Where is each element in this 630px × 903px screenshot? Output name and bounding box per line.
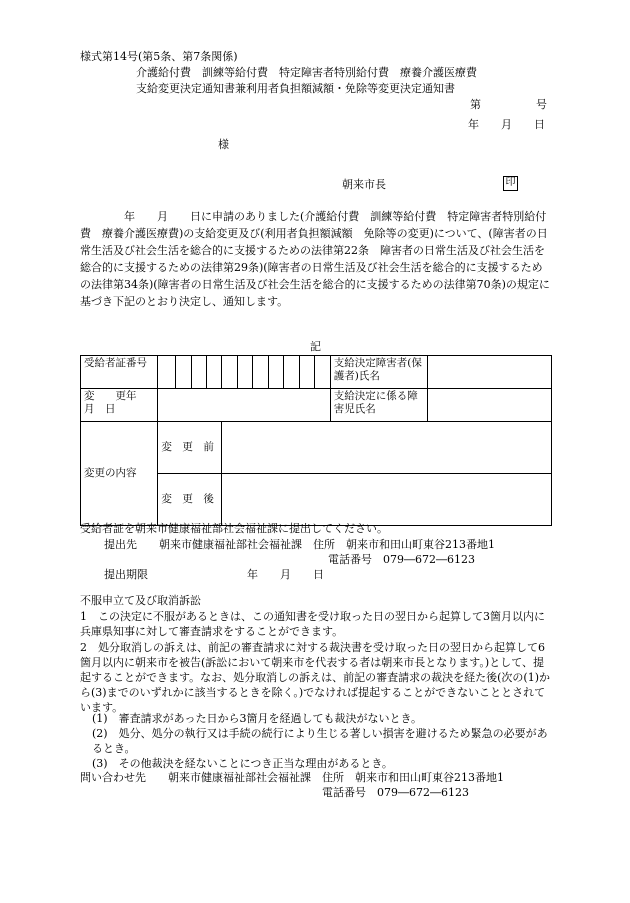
before-field[interactable] <box>222 422 552 474</box>
appeal-heading: 不服申立て及び取消訴訟 <box>80 594 201 607</box>
recipient-no-digit[interactable] <box>284 356 299 389</box>
body-paragraph: 年 月 日に申請のありました(介護給付費 訓練等給付費 特定障害者特別給付費 療養介護医療費)の支給変更及び(利用者負担額減額 免除等の変更)について、(障害者の日常生活及び社会生活を総合的に支援するための法律第22条 障害者の日常生活及び社会生活を総合的に支援するための法律第29条)(障害者の日常生活及び社会生活を総合的に支援するための法律第34条)(障害者の日常生活及び社会生活を総合的に支援するための法律第70条)の規定に基づき下記のとおり決定し、通知します。 <box>80 210 550 308</box>
recipient-no-digit[interactable] <box>237 356 252 389</box>
appeal-item-2-1: (1) 審査請求があった日から3箇月を経過しても裁決がないとき。 <box>92 712 423 725</box>
recipient-no-digit[interactable] <box>253 356 268 389</box>
after-label: 変 更 後 <box>158 474 222 526</box>
guardian-name-label: 支給決定障害者(保護者)氏名 <box>330 356 427 389</box>
inquiry: 問い合わせ先 朝来市健康福祉部社会福祉課 住所 朝来市和田山町東谷213番地1 <box>80 771 504 784</box>
submit-deadline: 提出期限 年 月 日 <box>104 568 324 581</box>
recipient-no-digit[interactable] <box>222 356 237 389</box>
submit-note: 受給者証を朝来市健康福祉部社会福祉課に提出してください。 <box>80 522 388 535</box>
recipient-no-label: 受給者証番号 <box>81 356 158 389</box>
after-field[interactable] <box>222 474 552 526</box>
recipient-no-digit[interactable] <box>176 356 191 389</box>
change-date-field[interactable] <box>158 389 330 422</box>
recipient-no-digit[interactable] <box>315 356 330 389</box>
submit-phone: 電話番号 079―672―6123 <box>328 553 475 566</box>
appeal-item-1: 1 この決定に不服があるときは、この通知書を受け取った日の翌日から起算して3箇月以内に兵庫県知事に対して審査請求をすることができます。 <box>80 610 545 638</box>
guardian-name-field[interactable] <box>428 356 552 389</box>
appeal-item-2-2: (2) 処分、処分の執行又は手続の続行により生じる著しい損害を避けるため緊急の必要があるとき。 <box>92 727 548 755</box>
sender-name: 朝来市長 <box>342 178 386 191</box>
recipient-no-digit[interactable] <box>191 356 206 389</box>
change-content-label: 変更の内容 <box>81 422 158 526</box>
recipient-no-digit[interactable] <box>268 356 283 389</box>
recipient-no-digit[interactable] <box>299 356 314 389</box>
appeal-item-2: 2 処分取消しの訴えは、前記の審査請求に対する裁決書を受け取った日の翌日から起算して6箇月以内に朝来市を被告(訴訟において朝来市を代表する者は朝来市長となります。)として、提起することができます。なお、処分取消しの訴えは、前記の審査請求の裁決を経た後(次の(1)から(3)までのいずれかに該当するときを除く。)でなければ提起することができないこととされています。 <box>80 641 550 714</box>
record-table <box>80 355 552 526</box>
ki-heading: 記 <box>310 340 321 353</box>
before-label: 変 更 前 <box>158 422 222 474</box>
change-date-label: 変 更年 月 日 <box>81 389 158 422</box>
submit-to: 提出先 朝来市健康福祉部社会福祉課 住所 朝来市和田山町東谷213番地1 <box>104 538 495 551</box>
seal-mark: 印 <box>503 176 518 191</box>
recipient-no-digit[interactable] <box>207 356 222 389</box>
recipient-no-digit[interactable] <box>158 356 176 389</box>
child-name-label: 支給決定に係る障害児氏名 <box>330 389 427 422</box>
inquiry-phone: 電話番号 079―672―6123 <box>322 786 469 799</box>
appeal-item-2-3: (3) その他裁決を経ないことにつき正当な理由があるとき。 <box>92 757 393 770</box>
addressee-sama: 様 <box>218 138 229 151</box>
issue-date: 年 月 日 <box>468 118 545 131</box>
form-number: 様式第14号(第5条、第7条関係) <box>80 50 238 63</box>
title-line-1: 介護給付費 訓練等給付費 特定障害者特別給付費 療養介護医療費 <box>136 66 477 79</box>
child-name-field[interactable] <box>428 389 552 422</box>
title-line-2: 支給変更決定通知書兼利用者負担額減額・免除等変更決定通知書 <box>136 82 455 95</box>
document-number: 第 号 <box>470 98 547 111</box>
